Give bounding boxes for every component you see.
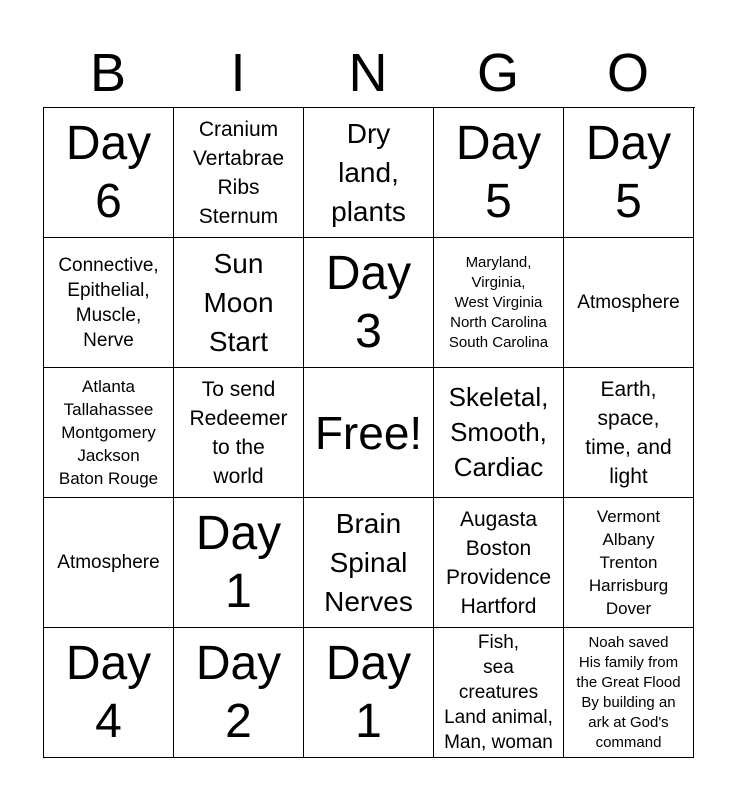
bingo-cell[interactable]: Day 5 — [564, 108, 694, 238]
bingo-cell[interactable]: Skeletal, Smooth, Cardiac — [434, 368, 564, 498]
bingo-cell[interactable]: Day 1 — [174, 498, 304, 628]
bingo-cell[interactable]: Day 5 — [434, 108, 564, 238]
bingo-cell[interactable]: Earth, space, time, and light — [564, 368, 694, 498]
bingo-cell[interactable]: Vermont Albany Trenton Harrisburg Dover — [564, 498, 694, 628]
bingo-cell[interactable]: Atlanta Tallahassee Montgomery Jackson Baton Rouge — [44, 368, 174, 498]
bingo-cell[interactable]: Sun Moon Start — [174, 238, 304, 368]
bingo-cell[interactable]: Day 1 — [304, 628, 434, 758]
bingo-cell[interactable]: Maryland, Virginia, West Virginia North Carolina South Carolina — [434, 238, 564, 368]
bingo-board — [43, 107, 695, 758]
header-letter-b: B — [89, 43, 127, 103]
bingo-cell[interactable]: Cranium Vertabrae Ribs Sternum — [174, 108, 304, 238]
bingo-cell[interactable]: Connective, Epithelial, Muscle, Nerve — [44, 238, 174, 368]
bingo-cell[interactable]: Day 6 — [44, 108, 174, 238]
bingo-cell[interactable]: Fish, sea creatures Land animal, Man, woman — [434, 628, 564, 758]
bingo-cell[interactable]: Day 4 — [44, 628, 174, 758]
header-letter-o: O — [606, 43, 649, 103]
header-letter-g: G — [476, 43, 519, 103]
bingo-cell[interactable]: Augasta Boston Providence Hartford — [434, 498, 564, 628]
bingo-cell[interactable]: Dry land, plants — [304, 108, 434, 238]
bingo-cell[interactable]: Noah saved His family from the Great Flood By building an ark at God's command — [564, 628, 694, 758]
bingo-cell[interactable]: Day 3 — [304, 238, 434, 368]
bingo-cell[interactable]: To send Redeemer to the world — [174, 368, 304, 498]
bingo-cell[interactable]: Day 2 — [174, 628, 304, 758]
bingo-cell[interactable]: Atmosphere — [564, 238, 694, 368]
header-letter-n: N — [348, 43, 388, 103]
header-letter-i: I — [230, 43, 246, 103]
bingo-header — [43, 40, 693, 106]
bingo-cell[interactable]: Brain Spinal Nerves — [304, 498, 434, 628]
bingo-cell[interactable]: Atmosphere — [44, 498, 174, 628]
free-space[interactable]: Free! — [304, 368, 434, 498]
